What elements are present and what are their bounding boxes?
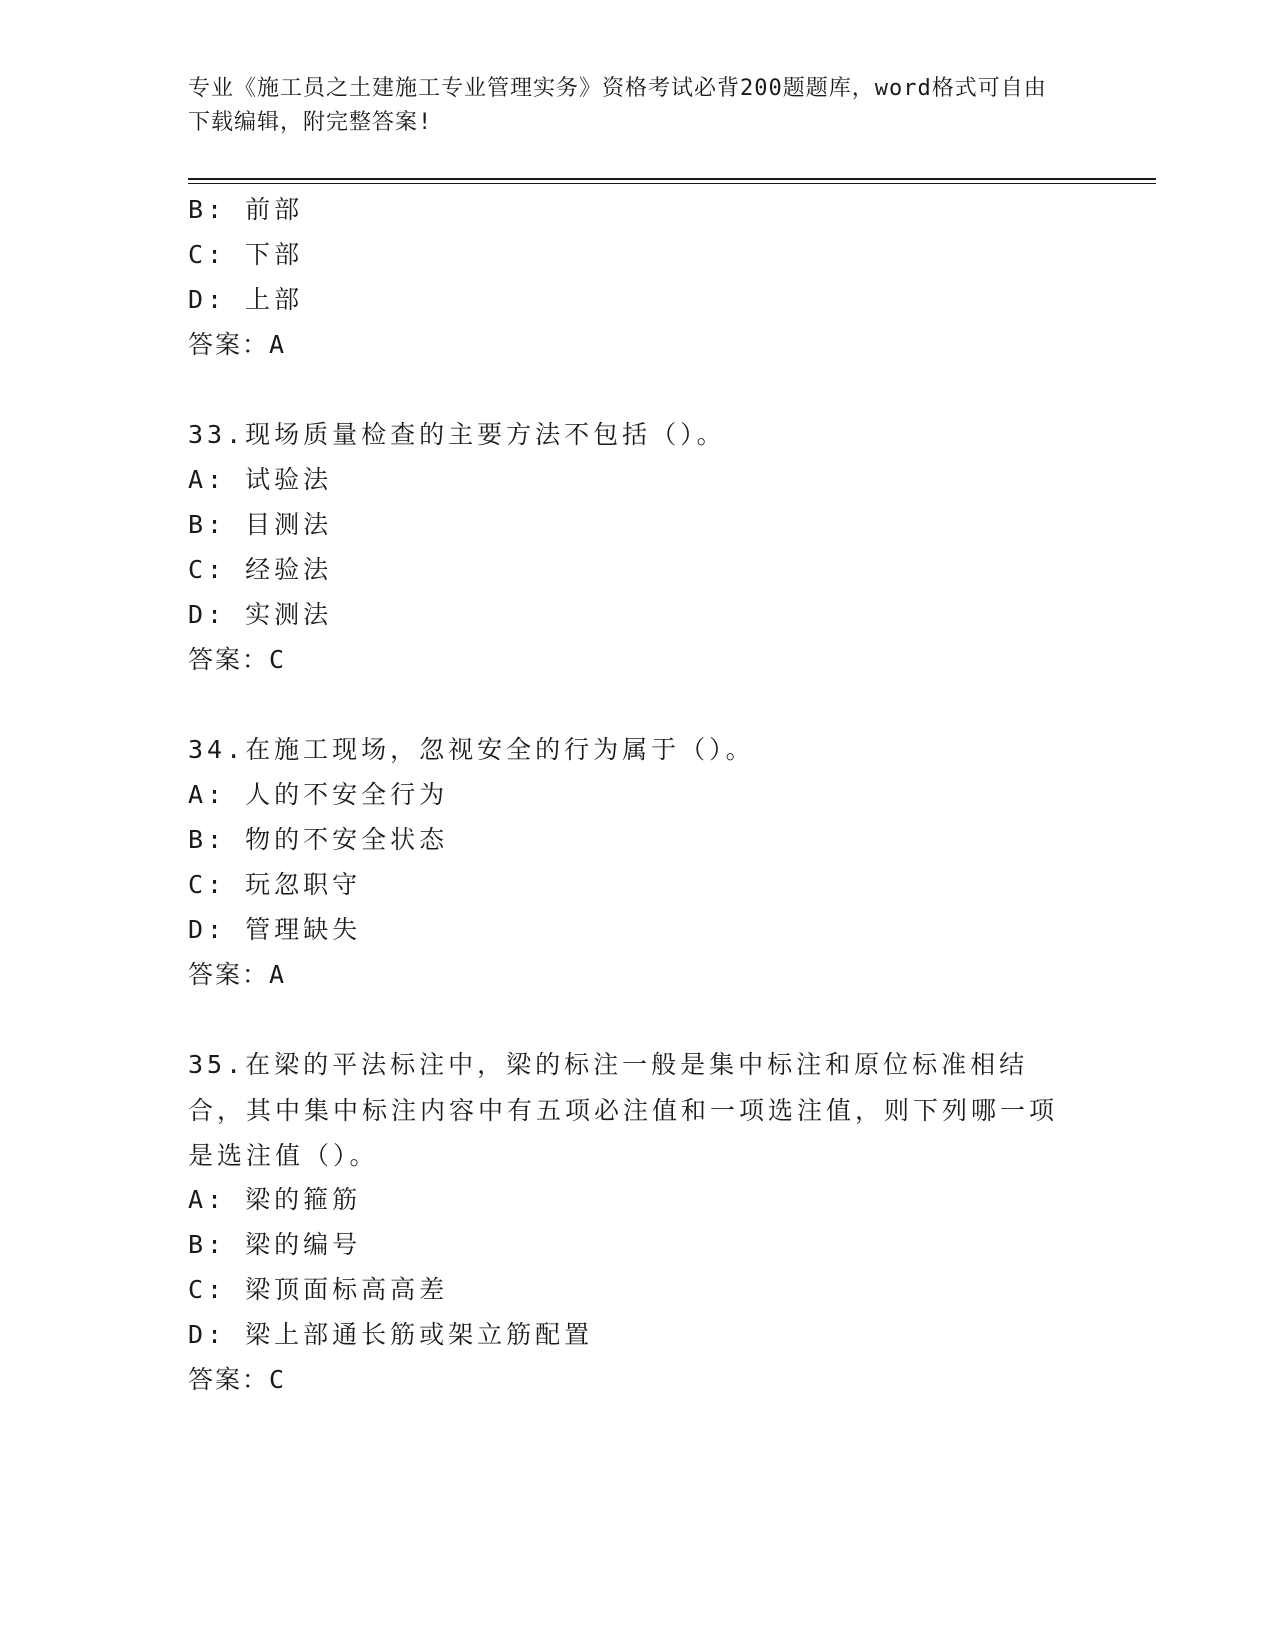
q34-option-a: A: 人的不安全行为	[188, 780, 449, 809]
q33-option-a: A: 试验法	[188, 465, 333, 494]
q35-answer: 答案：C	[188, 1365, 287, 1394]
q34-answer: 答案：A	[188, 960, 287, 989]
q32-option-c: C: 下部	[188, 240, 304, 269]
q32-option-d: D: 上部	[188, 285, 304, 314]
q34-option-c: C: 玩忽职守	[188, 870, 362, 899]
q33-stem: 33.现场质量检查的主要方法不包括（）。	[188, 420, 726, 449]
q34-option-d: D: 管理缺失	[188, 915, 362, 944]
q34-option-b: B: 物的不安全状态	[188, 825, 449, 854]
q32-option-b: B: 前部	[188, 195, 304, 224]
q32-answer: 答案：A	[188, 330, 287, 359]
q33-option-d: D: 实测法	[188, 600, 333, 629]
q35-option-a: A: 梁的箍筋	[188, 1185, 362, 1214]
q34-stem: 34.在施工现场，忽视安全的行为属于（）。	[188, 735, 755, 764]
q35-option-d: D: 梁上部通长筋或架立筋配置	[188, 1320, 594, 1349]
header-divider	[188, 178, 1156, 180]
q35-option-c: C: 梁顶面标高高差	[188, 1275, 449, 1304]
q33-answer: 答案：C	[188, 645, 287, 674]
q35-stem: 35.在梁的平法标注中，梁的标注一般是集中标注和原位标准相结合，其中集中标注内容中有五项必注值和一项选注值，则下列哪一项是选注值（）。	[188, 1050, 1059, 1170]
q35-option-b: B: 梁的编号	[188, 1230, 362, 1259]
document-header: 专业《施工员之土建施工专业管理实务》资格考试必背200题题库，word格式可自由下载编辑，附完整答案!	[188, 76, 1047, 135]
q33-option-c: C: 经验法	[188, 555, 333, 584]
q33-option-b: B: 目测法	[188, 510, 333, 539]
header-divider-thin	[188, 183, 1156, 184]
